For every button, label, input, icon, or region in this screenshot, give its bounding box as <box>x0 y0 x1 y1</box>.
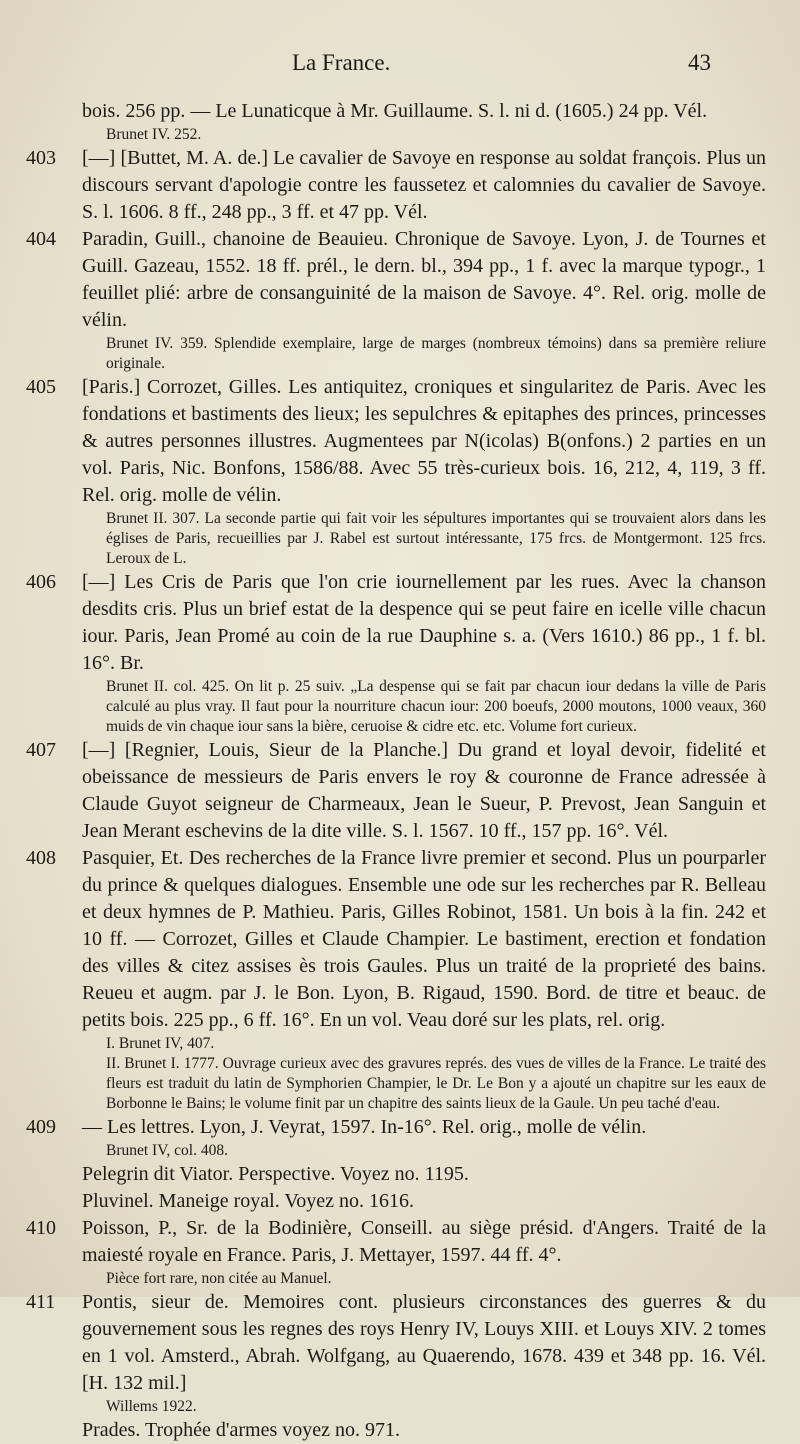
entry-number: 409 <box>26 1116 56 1138</box>
entry-404 <box>26 226 766 374</box>
entry-number: 411 <box>26 1291 56 1313</box>
entry-text: [—] Les Cris de Paris que l'on crie iournellement par les rues. Avec la chanson desdits cris. Plus un brief estat de la despence qui se peut faire en icelle ville chacun iour. Paris, Jean Promé au coin de la rue Dauphine s. a. (Vers 1610.) 86 pp., 1 f. bl. 16°. Br. <box>82 571 766 674</box>
entry-407 <box>26 737 766 845</box>
entry-note: Brunet IV. 252. <box>106 126 202 143</box>
entry-406 <box>26 569 766 737</box>
entry-number: 405 <box>26 376 56 398</box>
entry-403 <box>26 145 766 226</box>
entry-text: — Les lettres. Lyon, J. Veyrat, 1597. In-16°. Rel. orig., molle de vélin. <box>82 1116 647 1138</box>
entry-note: Willems 1922. <box>106 1398 197 1415</box>
page-number: 43 <box>688 50 711 75</box>
entry-410 <box>26 1215 766 1289</box>
entry-number: 403 <box>26 147 56 169</box>
entry-411 <box>26 1289 766 1417</box>
entry-number: 408 <box>26 847 56 869</box>
entry-number: 410 <box>26 1217 56 1239</box>
entry-cross-reference <box>26 1161 766 1188</box>
entry-text: Poisson, P., Sr. de la Bodinière, Conseill. au siège présid. d'Angers. Traité de la maiesté royale en France. Paris, J. Mettayer, 1597. 44 ff. 4°. <box>82 1217 766 1266</box>
entry-note: Pièce fort rare, non citée au Manuel. <box>106 1270 332 1287</box>
entry-409 <box>26 1114 766 1161</box>
entry-note: I. Brunet IV, 407. II. Brunet I. 1777. Ouvrage curieux avec des gravures représ. des vues de villes de la France. Le traité des fleurs est traduit du latin de Symphorien Champier, le Dr. Le Bon y a ajouté un chapitre sur les eaux de Borbonne le Bains; le volume finit par un chapitre des saints lieux de la Gaule. Un peu taché d'eau. <box>106 1035 766 1112</box>
entry-408 <box>26 845 766 1114</box>
entry-text: [Paris.] Corrozet, Gilles. Les antiquitez, croniques et singularitez de Paris. Avec les fondations et bastiments des lieux; les sepulchres & epitaphes des princes, princesses & autres personnes illustres. Augmentees par N(icolas) B(onfons.) 2 parties en un vol. Paris, Nic. Bonfons, 1586/88. Avec 55 très-curieux bois. 16, 212, 4, 119, 3 ff. Rel. orig. molle de vélin. <box>82 376 766 506</box>
entry-text: Pluvinel. Maneige royal. Voyez no. 1616. <box>82 1190 414 1212</box>
entry-text: Pontis, sieur de. Memoires cont. plusieurs circonstances des guerres & du gouvernement sous les regnes des roys Henry IV, Louys XIII. et Louys XIV. 2 tomes en 1 vol. Amsterd., Abrah. Wolfgang, au Quaerendo, 1678. 439 et 348 pp. 16. Vél. [H. 132 mil.] <box>82 1291 766 1394</box>
entry-405 <box>26 374 766 569</box>
entry-text: Pasquier, Et. Des recherches de la France livre premier et second. Plus un pourparler du prince & quelques dialogues. Ensemble une ode sur les recherches par R. Belleau et deux hymnes de P. Mathieu. Paris, Gilles Robinot, 1581. Un bois à la fin. 242 et 10 ff. — Corrozet, Gilles et Claude Champier. Le bastiment, erection et fondation des villes & citez assises ès trois Gaules. Plus un traité de la proprieté des bains. Reueu et augm. par J. le Bon. Lyon, B. Rigaud, 1590. Bord. de titre et beauc. de petits bois. 225 pp., 6 ff. 16°. En un vol. Veau doré sur les plats, rel. orig. <box>82 847 766 1031</box>
entry-text: Pelegrin dit Viator. Perspective. Voyez no. 1195. <box>82 1163 469 1185</box>
entry-text: [—] [Regnier, Louis, Sieur de la Planche.] Du grand et loyal devoir, fidelité et obeissance de messieurs de Paris envers le roy & couronne de France adressée à Claude Guyot seigneur de Charmeaux, Jean le Sueur, P. Prevost, Jean Sanguin et Jean Merant eschevins de la dite ville. S. l. 1567. 10 ff., 157 pp. 16°. Vél. <box>82 739 766 842</box>
entry-note: Brunet IV, col. 408. <box>106 1142 228 1159</box>
entry-text: bois. 256 pp. — Le Lunaticque à Mr. Guillaume. S. l. ni d. (1605.) 24 pp. Vél. <box>82 100 708 122</box>
page-header <box>0 50 800 80</box>
entry-text: [—] [Buttet, M. A. de.] Le cavalier de Savoye en response au soldat françois. Plus un discours servant d'apologie contre les faussetez et calomnies du cavalier de Savoye. S. l. 1606. 8 ff., 248 pp., 3 ff. et 47 pp. Vél. <box>82 147 766 223</box>
entry-number: 406 <box>26 571 56 593</box>
entry-cross-reference <box>26 1417 766 1444</box>
entry-number: 404 <box>26 228 56 250</box>
entry-note: Brunet IV. 359. Splendide exemplaire, large de marges (nombreux témoins) dans sa première reliure originale. <box>106 335 766 372</box>
entry-text: Paradin, Guill., chanoine de Beauieu. Chronique de Savoye. Lyon, J. de Tournes et Guill. Gazeau, 1552. 18 ff. prél., le dern. bl., 394 pp., 1 f. avec la marque typogr., 1 feuillet plié: arbre de consanguinité de la maison de Savoye. 4°. Rel. orig. molle de vélin. <box>82 228 766 331</box>
entry-note: Brunet II. 307. La seconde partie qui fait voir les sépultures importantes qui se trouvaient alors dans les églises de Paris, recueillies par J. Rabel est surtout intéressante, 175 frcs. de Montgermont. 125 frcs. Leroux de L. <box>106 510 766 567</box>
entry-number: 407 <box>26 739 56 761</box>
entry-cross-reference <box>26 1188 766 1215</box>
entry-text: Prades. Trophée d'armes voyez no. 971. <box>82 1419 400 1441</box>
running-title: La France. <box>292 50 391 75</box>
entry-note: Brunet II. col. 425. On lit p. 25 suiv. „La despense qui se fait par chacun iour dedans la ville de Paris calculé au plus vray. Il faut pour la nourriture chacun iour: 200 boeufs, 2000 moutons, 1000 veaux, 360 muids de vin chaque iour sans la bière, ceruoise & cidre etc. etc. Volume fort curieux. <box>106 678 766 735</box>
entry-continuation <box>26 98 766 145</box>
catalogue-entries <box>26 98 766 1444</box>
